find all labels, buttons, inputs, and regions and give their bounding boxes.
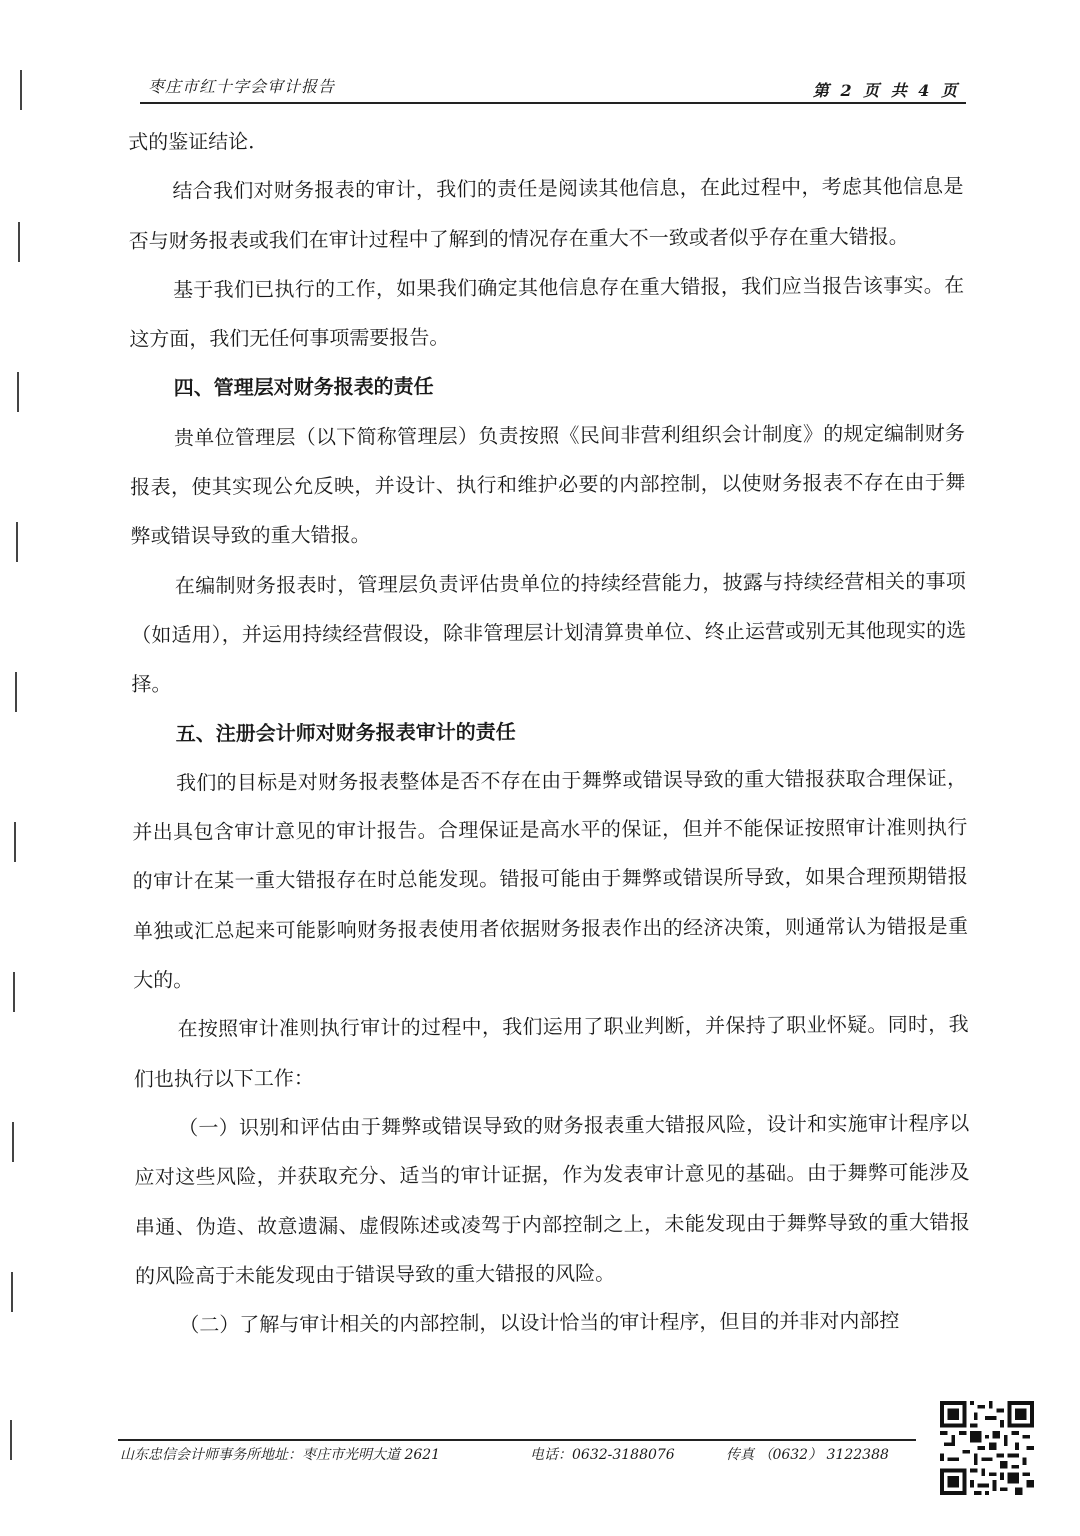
paragraph: 结合我们对财务报表的审计，我们的责任是阅读其他信息，在此过程中，考虑其他信息是否与财务报表或我们在审计过程中了解到的情况存在重大不一致或者似乎存在重大错报。: [128, 174, 964, 253]
paragraph: （一）识别和评估由于舞弊或错误导致的财务报表重大错报风险，设计和实施审计程序以应对这些风险，并获取充分、适当的审计证据，作为发表审计意见的基础。由于舞弊可能涉及串通、伪造、故意遗漏、虚假陈述或凌驾于内部控制之上，未能发现由于舞弊导致的重大错报的风险高于未能发现由于错误导致的重大错报的风险。: [134, 1110, 970, 1288]
paragraph: 式的鉴证结论.: [128, 129, 255, 154]
firm-address: 山东忠信会计师事务所地址：枣庄市光明大道 2621: [120, 1447, 441, 1463]
paragraph: （二）了解与审计相关的内部控制，以设计恰当的审计程序，但目的并非对内部控: [179, 1308, 900, 1337]
qr-code-icon: [940, 1401, 1034, 1495]
binding-mark: [16, 522, 18, 562]
report-title: 枣庄市红十字会审计报告: [148, 77, 336, 96]
binding-mark: [17, 372, 19, 412]
binding-mark: [11, 1272, 13, 1312]
binding-mark: [12, 1122, 14, 1162]
binding-mark: [13, 972, 15, 1012]
paragraph: 贵单位管理层（以下简称管理层）负责按照《民间非营利组织会计制度》的规定编制财务报表，使其实现公允反映，并设计、执行和维护必要的内部控制，以使财务报表不存在由于舞弊或错误导致的重大错报。: [130, 420, 966, 549]
binding-mark: [10, 1420, 12, 1460]
paragraph: 在编制财务报表时，管理层负责评估贵单位的持续经营能力，披露与持续经营相关的事项（如适用），并运用持续经营假设，除非管理层计划清算贵单位、终止运营或别无其他现实的选择。: [131, 568, 967, 697]
binding-mark: [18, 222, 20, 262]
report-body: [128, 113, 971, 1350]
paragraph: 基于我们已执行的工作，如果我们确定其他信息存在重大错报，我们应当报告该事实。在这方面，我们无任何事项需要报告。: [129, 272, 965, 352]
binding-mark: [14, 822, 16, 862]
footer-rule: [118, 1439, 916, 1441]
binding-mark: [20, 70, 22, 110]
section-heading: 四、管理层对财务报表的责任: [173, 374, 434, 401]
section-heading: 五、注册会计师对财务报表审计的责任: [175, 719, 516, 746]
fax-number: 传真 （0632） 3122388: [726, 1447, 889, 1463]
paragraph: 我们的目标是对财务报表整体是否不存在由于舞弊或错误导致的重大错报获取合理保证，并出具包含审计意见的审计报告。合理保证是高水平的保证，但并不能保证按照审计准则执行的审计在某一重大错报存在时总能发现。错报可能由于舞弊或错误所导致，如果合理预期错报单独或汇总起来可能影响财务报表使用者依据财务报表作出的经济决策，则通常认为错报是重大的。: [132, 765, 969, 993]
page-header: [140, 72, 966, 104]
page-footer: [120, 1444, 920, 1466]
paragraph: 在按照审计准则执行审计的过程中，我们运用了职业判断，并保持了职业怀疑。同时，我们也执行以下工作：: [133, 1012, 969, 1091]
binding-mark: [15, 672, 17, 712]
page-indicator: 第 2 页 共 4 页: [812, 81, 960, 100]
phone-number: 电话：0632-3188076: [530, 1447, 675, 1463]
